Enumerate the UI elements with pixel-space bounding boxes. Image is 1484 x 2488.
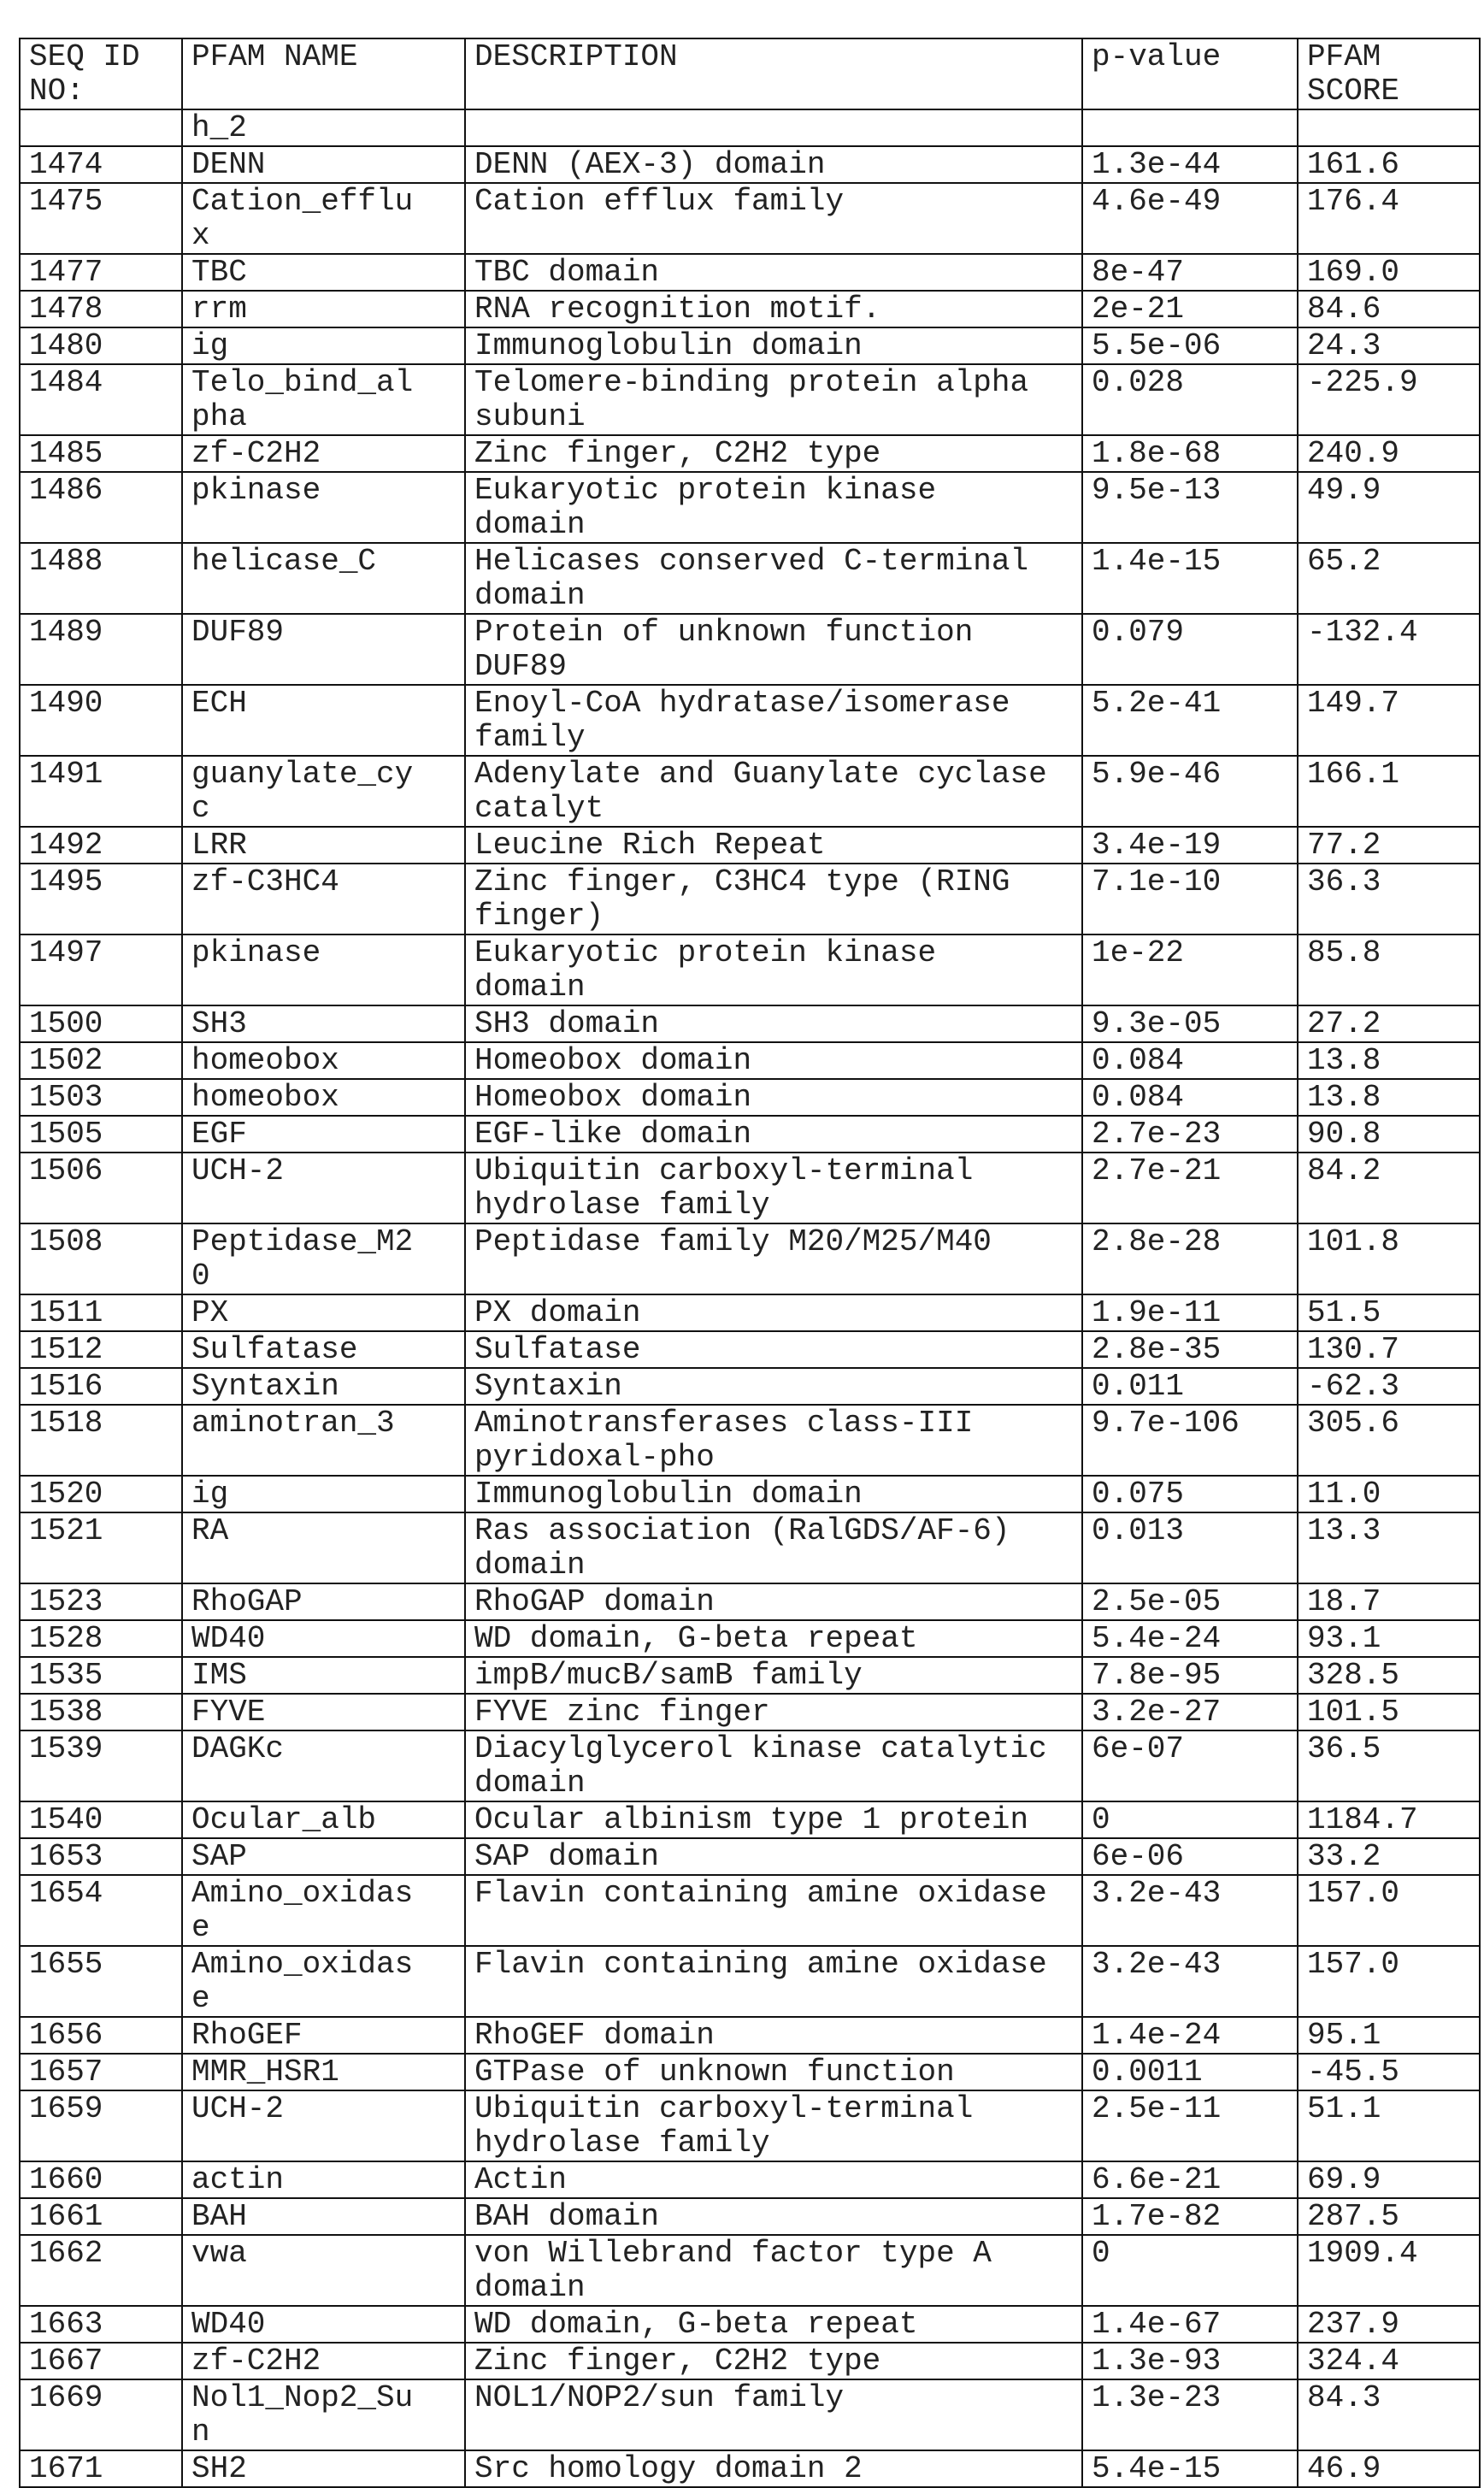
cell-description [465,109,1082,146]
cell-pfam-name: Cation_efflux [191,185,413,253]
cell-pfam-name: Sulfatase [191,1333,413,1367]
cell-description: TBC domain [474,256,1047,290]
table-row [20,543,1480,614]
cell-description: Flavin containing amine oxidase [474,1948,1047,1982]
cell-description: Cation efflux family [474,185,1047,219]
cell-pfam-score: 49.9 [1298,472,1480,543]
cell-p-value: 3.2e-43 [1082,1946,1298,2017]
cell-p-value: 9.5e-13 [1082,472,1298,543]
cell-pfam-score: 149.7 [1298,685,1480,756]
cell-p-value: 2.7e-21 [1082,1153,1298,1223]
cell-pfam-score: 95.1 [1298,2017,1480,2054]
cell-seq-id: 1508 [20,1223,182,1294]
cell-pfam-score: 13.8 [1298,1042,1480,1079]
cell-seq-id: 1492 [20,827,182,864]
table-row [20,1512,1480,1583]
cell-pfam-name: WD40 [191,1622,413,1656]
cell-description: Zinc finger, C2H2 type [474,437,1047,471]
table-row [20,1801,1480,1838]
cell-description: SAP domain [474,1840,1047,1874]
table-row [20,2054,1480,2090]
cell-pfam-score: 36.5 [1298,1730,1480,1801]
cell-pfam-score: 93.1 [1298,1620,1480,1657]
cell-pfam-name: Ocular_alb [191,1803,413,1837]
header-seq-id: SEQ ID NO: [20,38,182,109]
cell-pfam-score: 27.2 [1298,1005,1480,1042]
cell-seq-id [20,109,182,146]
cell-p-value: 5.4e-15 [1082,2450,1298,2487]
cell-pfam-name: Amino_oxidase [191,1948,413,2016]
cell-pfam-score: 51.5 [1298,1294,1480,1331]
cell-pfam-score: 305.6 [1298,1405,1480,1476]
cell-seq-id: 1502 [20,1042,182,1079]
table-row [20,1079,1480,1116]
header-pfam-score: PFAM SCORE [1298,38,1480,109]
cell-pfam-score: -225.9 [1298,364,1480,435]
cell-p-value: 5.2e-41 [1082,685,1298,756]
cell-description: Peptidase family M20/M25/M40 [474,1225,1047,1259]
cell-description: Sulfatase [474,1333,1047,1367]
cell-seq-id: 1520 [20,1476,182,1512]
cell-p-value: 6e-06 [1082,1838,1298,1875]
cell-pfam-name: pkinase [191,936,413,970]
table-row [20,2235,1480,2306]
cell-pfam-score [1298,109,1480,146]
cell-p-value: 0.075 [1082,1476,1298,1512]
cell-pfam-score: 161.6 [1298,146,1480,183]
cell-seq-id: 1505 [20,1116,182,1153]
cell-description: Zinc finger, C2H2 type [474,2344,1047,2379]
cell-pfam-score: 84.6 [1298,291,1480,327]
cell-seq-id: 1521 [20,1512,182,1583]
cell-seq-id: 1657 [20,2054,182,2090]
table-row [20,1405,1480,1476]
header-p-value: p-value [1082,38,1298,109]
cell-p-value: 0.084 [1082,1079,1298,1116]
cell-pfam-score: 169.0 [1298,254,1480,291]
cell-seq-id: 1495 [20,864,182,934]
cell-p-value: 5.4e-24 [1082,1620,1298,1657]
table-row [20,1116,1480,1153]
table-row [20,1730,1480,1801]
table-row [20,1657,1480,1694]
cell-pfam-score: 36.3 [1298,864,1480,934]
cell-description: PX domain [474,1296,1047,1330]
cell-p-value: 4.6e-49 [1082,183,1298,254]
cell-seq-id: 1511 [20,1294,182,1331]
cell-pfam-name: UCH-2 [191,2092,413,2126]
table-row [20,1946,1480,2017]
cell-p-value [1082,109,1298,146]
cell-seq-id: 1485 [20,435,182,472]
cell-pfam-name: zf-C2H2 [191,2344,413,2379]
cell-pfam-score: 13.8 [1298,1079,1480,1116]
cell-pfam-score: 130.7 [1298,1331,1480,1368]
cell-description: Eukaryotic protein kinase domain [474,474,1047,542]
cell-seq-id: 1659 [20,2090,182,2161]
cell-seq-id: 1491 [20,756,182,827]
cell-p-value: 1.8e-68 [1082,435,1298,472]
cell-seq-id: 1506 [20,1153,182,1223]
table-row [20,1005,1480,1042]
cell-pfam-score: 287.5 [1298,2198,1480,2235]
table-row [20,1153,1480,1223]
table-row [20,472,1480,543]
cell-pfam-name: UCH-2 [191,1154,413,1188]
cell-pfam-name: Peptidase_M20 [191,1225,413,1294]
cell-pfam-name: homeobox [191,1081,413,1115]
table-row [20,1694,1480,1730]
cell-pfam-name: SAP [191,1840,413,1874]
cell-description: Protein of unknown function DUF89 [474,616,1047,684]
table-row [20,614,1480,685]
cell-pfam-score: 101.8 [1298,1223,1480,1294]
cell-p-value: 1.3e-44 [1082,146,1298,183]
cell-p-value: 1.3e-93 [1082,2343,1298,2379]
table-row [20,183,1480,254]
cell-p-value: 1.3e-23 [1082,2379,1298,2450]
table-row [20,1838,1480,1875]
cell-seq-id: 1540 [20,1801,182,1838]
cell-seq-id: 1671 [20,2450,182,2487]
cell-p-value: 0 [1082,2235,1298,2306]
cell-pfam-score: 51.1 [1298,2090,1480,2161]
table-row [20,1583,1480,1620]
cell-p-value: 7.8e-95 [1082,1657,1298,1694]
cell-pfam-name: RhoGAP [191,1585,413,1619]
table-row [20,1368,1480,1405]
cell-seq-id: 1528 [20,1620,182,1657]
cell-p-value: 2.8e-28 [1082,1223,1298,1294]
cell-pfam-name: DUF89 [191,616,413,650]
cell-seq-id: 1503 [20,1079,182,1116]
cell-pfam-score: 1909.4 [1298,2235,1480,2306]
cell-pfam-score: 46.9 [1298,2450,1480,2487]
table-row [20,2198,1480,2235]
cell-p-value: 2.5e-05 [1082,1583,1298,1620]
cell-pfam-score: 101.5 [1298,1694,1480,1730]
cell-pfam-score: 328.5 [1298,1657,1480,1694]
table-row [20,1476,1480,1512]
cell-pfam-name: Telo_bind_alpha [191,366,413,434]
cell-seq-id: 1667 [20,2343,182,2379]
cell-description: Immunoglobulin domain [474,329,1047,363]
cell-seq-id: 1661 [20,2198,182,2235]
cell-pfam-name: aminotran_3 [191,1406,413,1441]
cell-p-value: 0.0011 [1082,2054,1298,2090]
cell-description: Actin [474,2163,1047,2197]
cell-pfam-name: Syntaxin [191,1370,413,1404]
cell-description: NOL1/NOP2/sun family [474,2381,1047,2415]
cell-seq-id: 1538 [20,1694,182,1730]
cell-p-value: 1.9e-11 [1082,1294,1298,1331]
cell-description: Immunoglobulin domain [474,1477,1047,1512]
cell-p-value: 1.4e-67 [1082,2306,1298,2343]
cell-pfam-score: 240.9 [1298,435,1480,472]
cell-pfam-name: Nol1_Nop2_Sun [191,2381,413,2450]
cell-pfam-name: EGF [191,1117,413,1152]
cell-description: RNA recognition motif. [474,292,1047,327]
cell-description: Aminotransferases class-III pyridoxal-pho [474,1406,1047,1475]
cell-seq-id: 1486 [20,472,182,543]
cell-seq-id: 1660 [20,2161,182,2198]
cell-pfam-name: zf-C2H2 [191,437,413,471]
cell-seq-id: 1669 [20,2379,182,2450]
cell-p-value: 0.084 [1082,1042,1298,1079]
table-row [20,2161,1480,2198]
cell-pfam-score: 90.8 [1298,1116,1480,1153]
table-row [20,864,1480,934]
cell-description: Syntaxin [474,1370,1047,1404]
cell-pfam-score: 157.0 [1298,1875,1480,1946]
cell-seq-id: 1662 [20,2235,182,2306]
cell-description: impB/mucB/samB family [474,1659,1047,1693]
cell-pfam-name: LRR [191,828,413,863]
cell-pfam-name: SH2 [191,2452,413,2486]
cell-pfam-score: 85.8 [1298,934,1480,1005]
cell-p-value: 3.2e-43 [1082,1875,1298,1946]
cell-seq-id: 1663 [20,2306,182,2343]
cell-description: WD domain, G-beta repeat [474,2308,1047,2342]
cell-description: Src homology domain 2 [474,2452,1047,2486]
cell-description: Ubiquitin carboxyl-terminal hydrolase family [474,2092,1047,2161]
cell-p-value: 6e-07 [1082,1730,1298,1801]
cell-description: FYVE zinc finger [474,1695,1047,1730]
cell-description: RhoGAP domain [474,1585,1047,1619]
cell-pfam-name: zf-C3HC4 [191,865,413,899]
cell-pfam-name: helicase_C [191,545,413,579]
cell-pfam-name: vwa [191,2237,413,2271]
cell-p-value: 5.5e-06 [1082,327,1298,364]
cell-seq-id: 1474 [20,146,182,183]
table-row [20,685,1480,756]
continuation-row [20,109,1480,146]
cell-pfam-name: TBC [191,256,413,290]
cell-seq-id: 1653 [20,1838,182,1875]
cell-pfam-score: 69.9 [1298,2161,1480,2198]
cell-pfam-name: PX [191,1296,413,1330]
cell-pfam-score: 33.2 [1298,1838,1480,1875]
cell-seq-id: 1477 [20,254,182,291]
cell-seq-id: 1516 [20,1368,182,1405]
cell-pfam-score: 176.4 [1298,183,1480,254]
cell-pfam-score: 77.2 [1298,827,1480,864]
cell-description: RhoGEF domain [474,2019,1047,2053]
cell-description: von Willebrand factor type A domain [474,2237,1047,2305]
cell-pfam-name: pkinase [191,474,413,508]
cell-pfam-name: WD40 [191,2308,413,2342]
cell-pfam-name: FYVE [191,1695,413,1730]
cell-pfam-score: 324.4 [1298,2343,1480,2379]
cell-description: Ras association (RalGDS/AF-6) domain [474,1514,1047,1583]
cell-p-value: 3.4e-19 [1082,827,1298,864]
cell-seq-id: 1490 [20,685,182,756]
table-row [20,827,1480,864]
cell-pfam-name: DAGKc [191,1732,413,1766]
cell-pfam-score: -62.3 [1298,1368,1480,1405]
cell-p-value: 9.3e-05 [1082,1005,1298,1042]
cell-pfam-name: ECH [191,687,413,721]
cell-p-value: 2.8e-35 [1082,1331,1298,1368]
cell-pfam-name: IMS [191,1659,413,1693]
cell-description: Homeobox domain [474,1081,1047,1115]
table-row [20,934,1480,1005]
cell-description: SH3 domain [474,1007,1047,1041]
cell-pfam-name: BAH [191,2200,413,2234]
cell-p-value: 0.013 [1082,1512,1298,1583]
cell-description: Eukaryotic protein kinase domain [474,936,1047,1005]
cell-p-value: 3.2e-27 [1082,1694,1298,1730]
cell-pfam-score: 18.7 [1298,1583,1480,1620]
table-row [20,327,1480,364]
cell-p-value: 0.011 [1082,1368,1298,1405]
cell-pfam-name: RhoGEF [191,2019,413,2053]
table-row [20,1331,1480,1368]
cell-pfam-name: RA [191,1514,413,1548]
cell-p-value: 8e-47 [1082,254,1298,291]
table-row [20,364,1480,435]
cell-pfam-score: 157.0 [1298,1946,1480,2017]
cell-seq-id: 1518 [20,1405,182,1476]
cell-description: Diacylglycerol kinase catalytic domain [474,1732,1047,1801]
cell-description: Enoyl-CoA hydratase/isomerase family [474,687,1047,755]
cell-pfam-name: SH3 [191,1007,413,1041]
table-row [20,1294,1480,1331]
table-row [20,2379,1480,2450]
cell-pfam-name: DENN [191,148,413,182]
cell-description: GTPase of unknown function [474,2055,1047,2090]
cell-description: Flavin containing amine oxidase [474,1877,1047,1911]
cell-seq-id: 1497 [20,934,182,1005]
cell-p-value: 9.7e-106 [1082,1405,1298,1476]
cell-description: Ocular albinism type 1 protein [474,1803,1047,1837]
cell-pfam-name: ig [191,329,413,363]
table-row [20,1875,1480,1946]
cell-description: Ubiquitin carboxyl-terminal hydrolase family [474,1154,1047,1223]
cell-description: DENN (AEX-3) domain [474,148,1047,182]
cell-seq-id: 1535 [20,1657,182,1694]
table-row [20,1620,1480,1657]
cell-seq-id: 1512 [20,1331,182,1368]
table-row [20,1042,1480,1079]
table-row [20,254,1480,291]
cell-pfam-name: guanylate_cyc [191,758,413,826]
cell-p-value: 0.028 [1082,364,1298,435]
cell-seq-id: 1500 [20,1005,182,1042]
cell-seq-id: 1488 [20,543,182,614]
cell-p-value: 6.6e-21 [1082,2161,1298,2198]
cell-description: Zinc finger, C3HC4 type (RING finger) [474,865,1047,934]
cell-pfam-name: h_2 [191,111,413,145]
cell-pfam-score: 166.1 [1298,756,1480,827]
cell-pfam-score: 24.3 [1298,327,1480,364]
pfam-table [19,38,1481,2488]
cell-pfam-score: 13.3 [1298,1512,1480,1583]
cell-seq-id: 1478 [20,291,182,327]
cell-pfam-name: actin [191,2163,413,2197]
cell-seq-id: 1539 [20,1730,182,1801]
cell-description: Adenylate and Guanylate cyclase catalyt [474,758,1047,826]
table-row [20,2343,1480,2379]
cell-pfam-score: 11.0 [1298,1476,1480,1512]
cell-p-value: 2.7e-23 [1082,1116,1298,1153]
cell-p-value: 5.9e-46 [1082,756,1298,827]
header-description: DESCRIPTION [465,38,1082,109]
header-pfam-name: PFAM NAME [191,40,413,74]
cell-description: Leucine Rich Repeat [474,828,1047,863]
cell-pfam-score: -132.4 [1298,614,1480,685]
cell-seq-id: 1655 [20,1946,182,2017]
cell-p-value: 1.4e-15 [1082,543,1298,614]
cell-pfam-score: 84.2 [1298,1153,1480,1223]
cell-p-value: 0 [1082,1801,1298,1838]
cell-pfam-score: 237.9 [1298,2306,1480,2343]
table-row [20,1223,1480,1294]
table-row [20,435,1480,472]
cell-pfam-score: 1184.7 [1298,1801,1480,1838]
cell-pfam-name: homeobox [191,1044,413,1078]
table-row [20,146,1480,183]
table-row [20,291,1480,327]
cell-seq-id: 1656 [20,2017,182,2054]
cell-description: Helicases conserved C-terminal domain [474,545,1047,613]
table-row [20,2090,1480,2161]
table-row [20,2017,1480,2054]
cell-p-value: 7.1e-10 [1082,864,1298,934]
cell-seq-id: 1480 [20,327,182,364]
cell-seq-id: 1475 [20,183,182,254]
cell-pfam-name: Amino_oxidase [191,1877,413,1945]
cell-pfam-score: -45.5 [1298,2054,1480,2090]
table-row [20,2450,1480,2487]
cell-p-value: 2.5e-11 [1082,2090,1298,2161]
cell-description: Homeobox domain [474,1044,1047,1078]
cell-description: BAH domain [474,2200,1047,2234]
cell-p-value: 2e-21 [1082,291,1298,327]
cell-p-value: 1.7e-82 [1082,2198,1298,2235]
header-row [20,38,1480,109]
cell-pfam-name: ig [191,1477,413,1512]
table-row [20,2306,1480,2343]
cell-description: EGF-like domain [474,1117,1047,1152]
cell-description: WD domain, G-beta repeat [474,1622,1047,1656]
cell-pfam-name: rrm [191,292,413,327]
cell-seq-id: 1654 [20,1875,182,1946]
cell-seq-id: 1489 [20,614,182,685]
table-row [20,756,1480,827]
cell-p-value: 1.4e-24 [1082,2017,1298,2054]
cell-pfam-score: 84.3 [1298,2379,1480,2450]
cell-pfam-name: MMR_HSR1 [191,2055,413,2090]
cell-seq-id: 1484 [20,364,182,435]
cell-p-value: 0.079 [1082,614,1298,685]
cell-pfam-score: 65.2 [1298,543,1480,614]
cell-p-value: 1e-22 [1082,934,1298,1005]
cell-seq-id: 1523 [20,1583,182,1620]
cell-description: Telomere-binding protein alpha subuni [474,366,1047,434]
